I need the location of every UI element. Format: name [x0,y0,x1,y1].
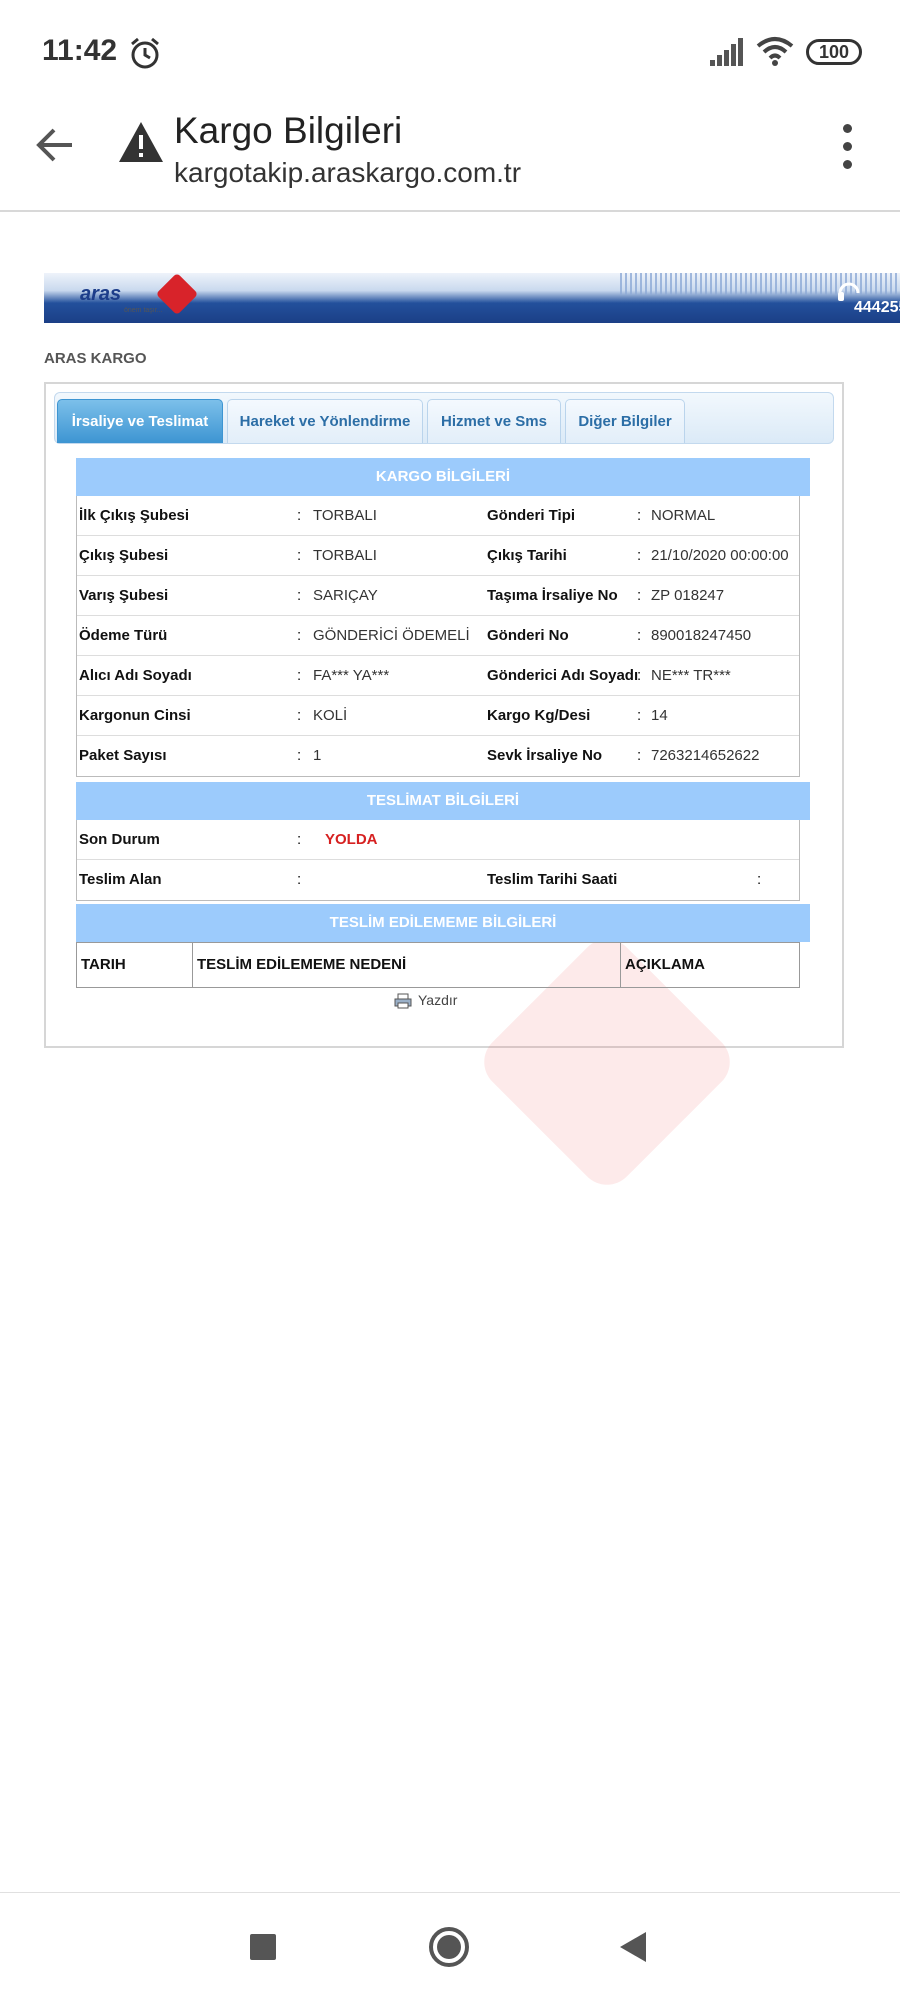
back-arrow-icon[interactable] [32,122,78,168]
row-label: Gönderici Adı Soyadı [487,667,639,684]
colon: : [297,831,302,848]
home-icon[interactable] [428,1926,470,1968]
tab-bar [54,392,834,444]
column-header-aciklama: AÇIKLAMA [625,956,705,973]
status-time: 11:42 [42,34,118,67]
print-link[interactable] [394,992,457,1009]
son-durum-label: Son Durum [79,831,160,848]
row-value: 890018247450 [651,627,752,644]
table-row [77,616,799,656]
row-label: Kargonun Cinsi [79,707,191,724]
aras-logo[interactable] [80,277,210,319]
colon: : [297,747,302,764]
colon: : [297,587,302,604]
page-title: Kargo Bilgileri [174,110,403,151]
row-label: Kargo Kg/Desi [487,707,591,724]
colon: : [637,507,642,524]
row-label: Varış Şubesi [79,587,169,604]
row-label: Gönderi No [487,627,569,644]
kargo-header: KARGO BİLGİLERİ [76,458,810,496]
row-value: SARIÇAY [313,587,378,604]
colon: : [757,871,762,888]
row-label: İlk Çıkış Şubesi [79,507,190,524]
row-value: TORBALI [313,547,377,564]
column-header-tarih: TARIH [77,943,193,987]
table-row [77,656,799,696]
row-label: Sevk İrsaliye No [487,747,603,764]
colon: : [297,707,302,724]
row-label: Paket Sayısı [79,747,167,764]
tab-hizmet-sms[interactable]: Hizmet ve Sms [427,399,561,443]
teslim-tarihi-label: Teslim Tarihi Saati [487,871,618,888]
section-label: ARAS KARGO [44,350,147,367]
print-label[interactable]: Yazdır [418,992,458,1008]
kargo-table [76,496,800,777]
teslim-alan-label: Teslim Alan [79,871,162,888]
colon: : [297,547,302,564]
logo-tagline: önem taşır... [124,307,163,314]
nav-back-icon[interactable] [618,1930,648,1964]
colon: : [637,707,642,724]
cargo-panel [44,382,844,1048]
colon: : [297,627,302,644]
row-label: Alıcı Adı Soyadı [79,667,192,684]
edilememe-table [76,942,800,988]
teslimat-header: TESLİMAT BİLGİLERİ [76,782,810,820]
table-row [77,820,799,860]
table-row [77,496,799,536]
colon: : [297,667,302,684]
son-durum-value: YOLDA [325,831,378,848]
edilememe-header: TESLİM EDİLEMEME BİLGİLERİ [76,904,810,942]
row-value: GÖNDERİCİ ÖDEMELİ [313,627,470,644]
row-value: 7263214652622 [651,747,760,764]
colon: : [297,871,302,888]
column-header-neden: TESLİM EDİLEMEME NEDENİ [193,943,621,987]
warning-icon[interactable] [118,120,164,164]
row-label: Gönderi Tipi [487,507,576,524]
row-value: 14 [651,707,668,724]
more-menu-icon[interactable] [840,124,854,170]
colon: : [637,747,642,764]
wifi-icon [756,36,794,66]
row-value: FA*** YA*** [313,667,390,684]
table-row [77,696,799,736]
row-value: ZP 018247 [651,587,725,604]
aras-banner [44,273,916,323]
recent-apps-icon[interactable] [250,1934,276,1960]
teslimat-table [76,820,800,901]
row-value: NORMAL [651,507,716,524]
tab-diger-bilgiler[interactable]: Diğer Bilgiler [565,399,685,443]
logo-text: aras [80,283,122,305]
status-bar [0,0,900,100]
row-label: Taşıma İrsaliye No [487,587,618,604]
colon: : [637,587,642,604]
table-row [77,736,799,776]
tab-hareket-yonlendirme[interactable]: Hareket ve Yönlendirme [227,399,423,443]
row-value: 1 [313,747,322,764]
table-row [77,536,799,576]
colon: : [637,547,642,564]
row-value: TORBALI [313,507,377,524]
printer-icon [394,993,412,1009]
table-row [77,576,799,616]
signal-icon [708,38,744,66]
colon: : [637,627,642,644]
row-value: NE*** TR*** [651,667,731,684]
phone-number: 4442552 [854,299,916,316]
row-label: Çıkış Tarihi [487,547,567,564]
battery-indicator: 100 [806,39,862,65]
row-label: Çıkış Şubesi [79,547,169,564]
colon: : [297,507,302,524]
row-value: KOLİ [313,707,348,724]
colon: : [637,667,642,684]
url-text[interactable]: kargotakip.araskargo.com.tr [174,157,522,188]
tab-irsaliye-teslimat[interactable]: İrsaliye ve Teslimat [57,399,223,443]
alarm-icon [128,36,162,70]
table-row [77,860,799,900]
row-label: Ödeme Türü [79,627,168,644]
row-value: 21/10/2020 00:00:00 [651,547,789,564]
